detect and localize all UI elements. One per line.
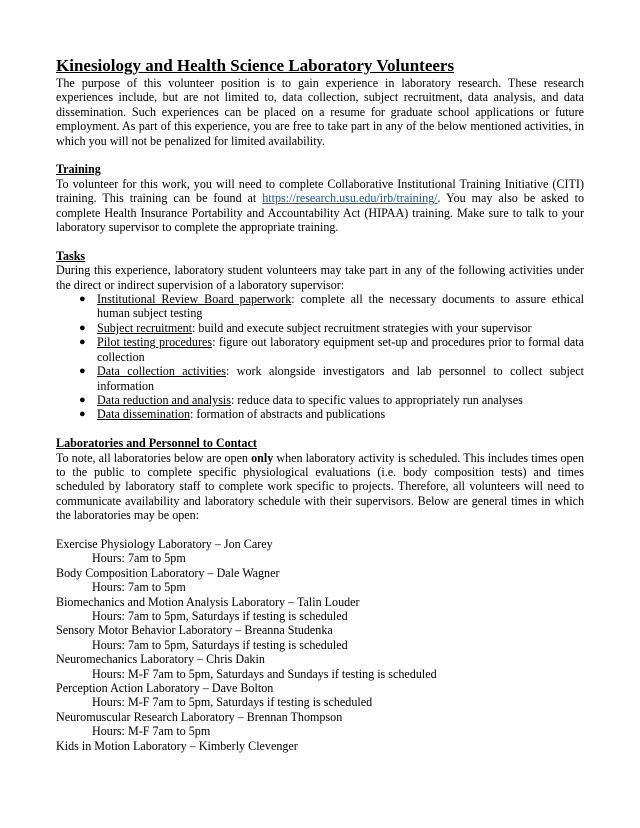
spacer xyxy=(56,148,584,162)
list-item xyxy=(79,407,584,422)
task-desc: : work alongside investigators and lab personnel to collect subject information xyxy=(97,364,584,393)
labs-intro xyxy=(56,451,584,523)
document-page xyxy=(56,56,584,753)
task-term: Data collection activities xyxy=(97,364,226,379)
task-desc: : formation of abstracts and publications xyxy=(190,407,386,422)
list-item xyxy=(79,292,584,321)
lab-hours: Hours: 7am to 5pm, Saturdays if testing is scheduled xyxy=(92,637,348,652)
task-term: Subject recruitment xyxy=(97,320,193,335)
task-term: Data reduction and analysis xyxy=(97,392,231,407)
labs-list xyxy=(56,537,584,753)
lab-hours: Hours: M-F 7am to 5pm xyxy=(92,724,211,739)
training-heading: Training xyxy=(56,162,101,177)
lab-name: Biomechanics and Motion Analysis Laboratory – Talin Louder xyxy=(56,594,360,609)
lab-name: Sensory Motor Behavior Laboratory – Breanna Studenka xyxy=(56,623,333,638)
labs-intro-bold: only xyxy=(251,450,274,465)
labs-heading: Laboratories and Personnel to Contact xyxy=(56,436,257,451)
bullet-icon: ● xyxy=(79,336,86,349)
bullet-icon: ● xyxy=(79,321,86,334)
task-term: Data dissemination xyxy=(97,407,191,422)
page-title: Kinesiology and Health Science Laboratory Volunteers xyxy=(56,56,455,75)
spacer xyxy=(56,234,584,248)
lab-name: Neuromechanics Laboratory – Chris Dakin xyxy=(56,652,265,667)
task-desc: : build and execute subject recruitment strategies with your supervisor xyxy=(192,320,532,335)
task-desc: : figure out laboratory equipment set-up and procedures prior to formal data collection xyxy=(97,335,585,364)
tasks-heading: Tasks xyxy=(56,248,86,263)
lab-hours: Hours: M-F 7am to 5pm, Saturdays and Sundays if testing is scheduled xyxy=(92,666,437,681)
spacer xyxy=(56,422,584,436)
labs-intro-after: when laboratory activity is scheduled. This includes times open to the public to complete specific physiological evaluations (i.e. body composition tests) and times scheduled by laboratory staff to complete work specific to projects. Therefore, all volunteers will need to communicate availability and laboratory schedule with their supervisors. Below are general times in which the laboratories may be open: xyxy=(56,450,584,523)
training-text-after: . You may also be asked to complete Health Insurance Portability and Accountability Act (HIPAA) training. Make sure to talk to your laboratory supervisor to complete the appropriate training. xyxy=(56,191,584,235)
lab-hours: Hours: 7am to 5pm, Saturdays if testing is scheduled xyxy=(92,608,348,623)
task-term: Institutional Review Board paperwork xyxy=(97,292,292,307)
lab-name: Perception Action Laboratory – Dave Bolton xyxy=(56,681,274,695)
lab-hours: Hours: 7am to 5pm xyxy=(92,580,186,595)
list-item xyxy=(79,335,585,364)
task-desc: : reduce data to specific values to appropriately run analyses xyxy=(231,392,523,407)
lab-name: Body Composition Laboratory – Dale Wagner xyxy=(56,565,280,580)
task-term: Pilot testing procedures xyxy=(97,335,213,350)
tasks-intro: During this experience, laboratory student volunteers may take part in any of the following activities under the direct or indirect supervision of a laboratory supervisor: xyxy=(56,263,584,292)
lab-name: Exercise Physiology Laboratory – Jon Carey xyxy=(56,536,273,551)
bullet-icon: ● xyxy=(79,365,86,378)
tasks-list xyxy=(56,292,584,422)
bullet-icon: ● xyxy=(79,408,86,421)
labs-intro-before: To note, all laboratories below are open xyxy=(56,450,252,465)
task-desc: : complete all the necessary documents to assure ethical human subject testing xyxy=(97,292,584,321)
lab-name: Kids in Motion Laboratory – Kimberly Clevenger xyxy=(56,738,298,753)
spacer xyxy=(56,523,584,537)
list-item xyxy=(79,320,584,335)
bullet-icon: ● xyxy=(79,293,86,306)
training-text-before: To volunteer for this work, you will need to complete Collaborative Institutional Training Initiative (CITI) training. This training can be found at xyxy=(56,176,584,206)
list-item xyxy=(79,364,584,393)
training-paragraph xyxy=(56,177,584,235)
intro-paragraph: The purpose of this volunteer position is to gain experience in laboratory research. These research experiences include, but are not limited to, data collection, subject recruitment, data analysis, and data dissemination. Such experiences can be placed on a resume for graduate school applications or future employment. As part of this experience, you are free to take part in any of the below mentioned activities, in which you will not be penalized for limited availability. xyxy=(56,76,584,148)
list-item xyxy=(79,392,584,407)
citi-training-link[interactable]: https://research.usu.edu/irb/training/ xyxy=(262,191,438,206)
bullet-icon: ● xyxy=(79,393,86,406)
lab-hours: Hours: 7am to 5pm xyxy=(92,551,186,566)
lab-name: Neuromuscular Research Laboratory – Brennan Thompson xyxy=(56,709,343,724)
lab-hours: Hours: M-F 7am to 5pm, Saturdays if testing is scheduled xyxy=(92,695,373,710)
